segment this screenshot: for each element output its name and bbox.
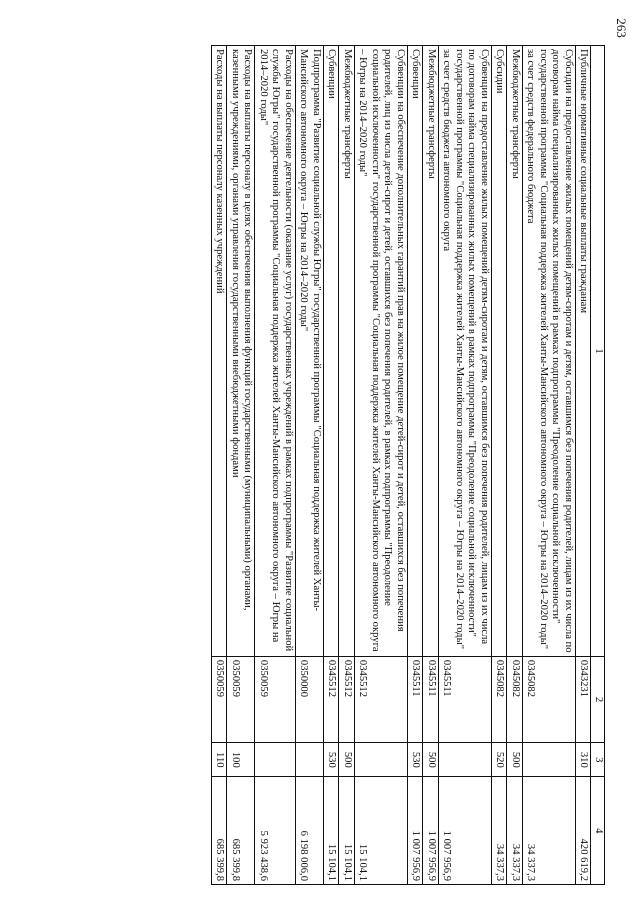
budget-table <box>211 45 605 885</box>
row-type: 100 <box>227 743 255 777</box>
row-sum: 34 337,3 <box>507 777 523 885</box>
row-type <box>255 743 296 777</box>
row-name: Межбюджетные трансферты <box>507 46 523 657</box>
row-sum: 34 337,3 <box>492 777 508 885</box>
table-row <box>423 46 439 885</box>
row-name: Субсидии на предоставление жилых помещений детям-сиротам и детям, оставшимся без попечения родителей, лицам из их числа по договорам найма специализированных жилых помещений в рамках подпрограммы "Преодоление социальной исключенности" государственной программы "Социальная поддержка жителей Ханты-Мансийского автономного округа – Югры на 2014–2020 годы" за счет средств федерального бюджета <box>523 46 576 657</box>
row-type: 310 <box>576 743 592 777</box>
row-name: Субвенции <box>324 46 340 657</box>
row-type: 530 <box>408 743 424 777</box>
row-type <box>439 743 492 777</box>
row-sum: 34 337,3 <box>523 777 576 885</box>
row-name: Расходы на обеспечение деятельности (оказание услуг) государственных учреждений в рамках подпрограммы "Развитие социальной службы Югры" государственной программы "Социальная поддержка жителей Ханты-Мансийского автономного округа – Югры на 2014–2020 годы" <box>255 46 296 657</box>
table-row <box>492 46 508 885</box>
row-name: Публичные нормативные социальные выплаты гражданам <box>576 46 592 657</box>
row-type: 500 <box>339 743 355 777</box>
header-col-sum: 4 <box>591 777 605 885</box>
row-type: 500 <box>423 743 439 777</box>
row-name: Межбюджетные трансферты <box>339 46 355 657</box>
row-code: 0350059 <box>255 656 296 742</box>
table-row <box>523 46 576 885</box>
row-type <box>296 743 324 777</box>
row-type <box>523 743 576 777</box>
row-name: Субвенции на предоставление жилых помещений детям-сиротам и детям, оставшимся без попечения родителей, лицам из их числа по договорам найма специализированных жилых помещений в рамках подпрограммы "Преодоление социальной исключенности" государственной программы "Социальная поддержка жителей Ханты-Мансийского автономного округа – Югры на 2014–2020 годы" за счет средств бюджета автономного округа <box>439 46 492 657</box>
row-type <box>355 743 408 777</box>
table-row <box>408 46 424 885</box>
row-sum: 1 007 956,9 <box>439 777 492 885</box>
row-name: Субвенции на обеспечение дополнительных гарантий прав на жилое помещение детей-сирот и детей, оставшихся без попечения родителей, лиц из числа детей-сирот и детей, оставшихся без попечения родителей, в рамках подпрограммы "Преодоление социальной исключенности" государственной программы "Социальная поддержка жителей Ханты-Мансийского автономного округа – Югры на 2014–2020 годы" <box>355 46 408 657</box>
row-code: 0345512 <box>339 656 355 742</box>
row-name: Межбюджетные трансферты <box>423 46 439 657</box>
row-type: 110 <box>212 743 228 777</box>
table-row <box>255 46 296 885</box>
row-name: Расходы на выплаты персоналу казенных учреждений <box>212 46 228 657</box>
row-sum: 1 007 956,9 <box>408 777 424 885</box>
row-type: 520 <box>492 743 508 777</box>
row-code: 0345082 <box>492 656 508 742</box>
row-code: 0345512 <box>324 656 340 742</box>
row-sum: 15 104,1 <box>324 777 340 885</box>
row-code: 0345082 <box>507 656 523 742</box>
row-code: 0345511 <box>439 656 492 742</box>
row-name: Субвенции <box>408 46 424 657</box>
row-sum: 6 198 006,0 <box>296 777 324 885</box>
row-code: 0345512 <box>355 656 408 742</box>
table-row <box>324 46 340 885</box>
row-sum: 15 104,1 <box>355 777 408 885</box>
table-row <box>227 46 255 885</box>
header-col-name: 1 <box>591 46 605 657</box>
row-code: 0350059 <box>227 656 255 742</box>
table-row <box>576 46 592 885</box>
row-code: 0345511 <box>408 656 424 742</box>
table-row <box>339 46 355 885</box>
table-header-row <box>591 46 605 885</box>
row-sum: 1 007 956,9 <box>423 777 439 885</box>
row-sum: 685 399,8 <box>212 777 228 885</box>
row-type: 500 <box>507 743 523 777</box>
table-row <box>296 46 324 885</box>
row-code: 0350000 <box>296 656 324 742</box>
row-name: Субсидии <box>492 46 508 657</box>
table-row <box>507 46 523 885</box>
row-sum: 5 923 438,6 <box>255 777 296 885</box>
row-sum: 15 104,1 <box>339 777 355 885</box>
header-col-code: 2 <box>591 656 605 742</box>
table-row <box>355 46 408 885</box>
row-sum: 420 619,2 <box>576 777 592 885</box>
row-code: 0345082 <box>523 656 576 742</box>
table-row <box>439 46 492 885</box>
row-name: Подпрограмма "Развитие социальной службы Югры" государственной программы "Социальная поддержка жителей Ханты-Мансийского автономного округа – Югры на 2014–2020 годы" <box>296 46 324 657</box>
row-type: 530 <box>324 743 340 777</box>
row-code: 0343231 <box>576 656 592 742</box>
row-code: 0345511 <box>423 656 439 742</box>
table-row <box>212 46 228 885</box>
header-col-type: 3 <box>591 743 605 777</box>
row-name: Расходы на выплаты персоналу в целях обеспечения выполнения функций государственными (муниципальными) органами, казенными учреждениями, органами управления государственными внебюджетными фондами <box>227 46 255 657</box>
budget-table-sheet <box>85 45 605 885</box>
page-number: 263 <box>613 18 629 38</box>
row-sum: 685 399,8 <box>227 777 255 885</box>
row-code: 0350059 <box>212 656 228 742</box>
